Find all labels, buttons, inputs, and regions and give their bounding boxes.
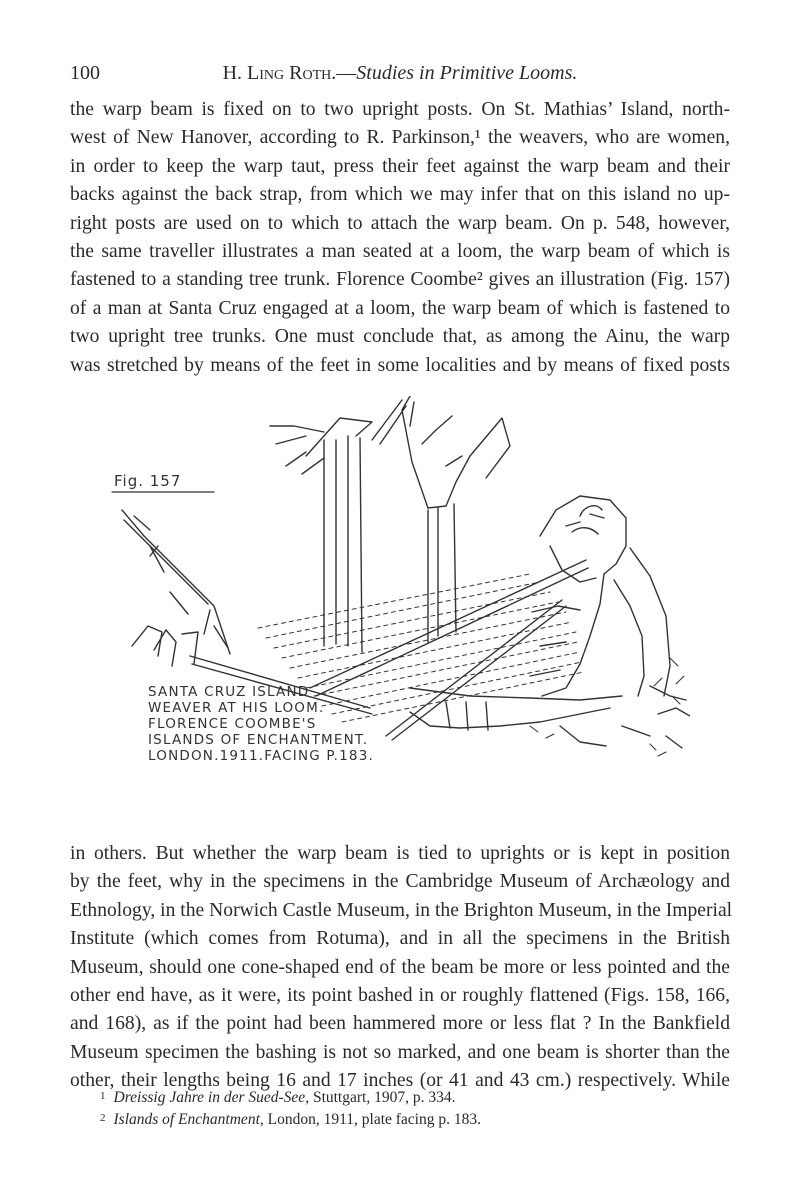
footnotes — [100, 1087, 740, 1131]
text-line: of a man at Santa Cruz engaged at a loom, the warp beam of which is fastened to — [70, 297, 730, 319]
running-head-title: Studies in Primitive Looms. — [356, 62, 578, 84]
page-number: 100 — [70, 62, 100, 84]
text-line: by the feet, why in the specimens in the Cambridge Museum of Archæology and — [70, 871, 730, 893]
text-line: other, their lengths being 16 and 17 inches (or 41 and 43 cm.) respectively. While — [70, 1070, 730, 1092]
footnote-mark: 2 — [100, 1112, 106, 1124]
text-line: was stretched by means of the feet in some localities and by means of fixed posts — [70, 354, 730, 376]
text-line: the warp beam is fixed on to two upright posts. On St. Mathias’ Island, north- — [70, 99, 730, 120]
footnote-2 — [100, 1109, 740, 1131]
figure-label: Fig. 157 — [114, 472, 182, 490]
text-line: two upright tree trunks. One must conclude that, as among the Ainu, the warp — [70, 326, 730, 348]
footnote-title: Dreissig Jahre in der Sued-See, — [113, 1089, 310, 1106]
text-line: in others. But whether the warp beam is tied to uprights or is kept in position — [70, 843, 730, 864]
paragraph-1 — [70, 96, 730, 380]
paragraph-2 — [70, 840, 733, 1096]
text-line: other end have, as it were, its point bashed in or roughly flattened (Figs. 158, 166, — [70, 984, 730, 1006]
running-head-dash: — — [336, 62, 357, 84]
text-line: Museum, should one cone-shaped end of the beam be more or less pointed and the — [70, 956, 730, 978]
text-line: right posts are used on to which to attach the warp beam. On p. 548, however, — [70, 212, 730, 234]
footnote-mark: 1 — [100, 1090, 106, 1102]
text-line: Ethnology, in the Norwich Castle Museum, in the Brighton Museum, in the Imperial — [70, 899, 733, 921]
text-line: backs against the back strap, from which we may infer that on this island no up- — [70, 184, 730, 206]
text-line: in order to keep the warp taut, press their feet against the warp beam and their — [70, 155, 730, 177]
footnote-title: Islands of Enchantment, — [113, 1111, 264, 1128]
text-line: Museum specimen the bashing is not so marked, and one beam is shorter than the — [70, 1041, 730, 1063]
text-line: Institute (which comes from Rotuma), and in all the specimens in the British — [70, 928, 730, 950]
footnote-text: Stuttgart, 1907, p. 334. — [309, 1089, 456, 1106]
figure-caption-line: LONDON.1911.FACING P.183. — [148, 748, 374, 764]
text-line: fastened to a standing tree trunk. Florence Coombe² gives an illustration (Fig. 157) — [70, 269, 730, 291]
figure-157 — [110, 396, 690, 816]
running-title — [70, 62, 730, 85]
figure-caption-line: WEAVER AT HIS LOOM. — [148, 700, 325, 716]
loom-illustration — [110, 396, 690, 816]
footnote-1 — [100, 1087, 740, 1109]
figure-caption-line: FLORENCE COOMBE'S — [148, 716, 317, 732]
figure-caption-line: SANTA CRUZ ISLAND — [148, 684, 310, 700]
footnote-text: London, 1911, plate facing p. 183. — [263, 1111, 481, 1128]
figure-caption-line: ISLANDS OF ENCHANTMENT. — [148, 732, 369, 748]
running-head-author: H. Ling Roth. — [222, 62, 337, 84]
text-line: west of New Hanover, according to R. Parkinson,¹ the weavers, who are women, — [70, 127, 730, 149]
text-line: and 168), as if the point had been hammered more or less flat ? In the Bankfield — [70, 1013, 730, 1035]
running-head — [70, 62, 730, 86]
text-line: the same traveller illustrates a man seated at a loom, the warp beam of which is — [70, 240, 730, 262]
